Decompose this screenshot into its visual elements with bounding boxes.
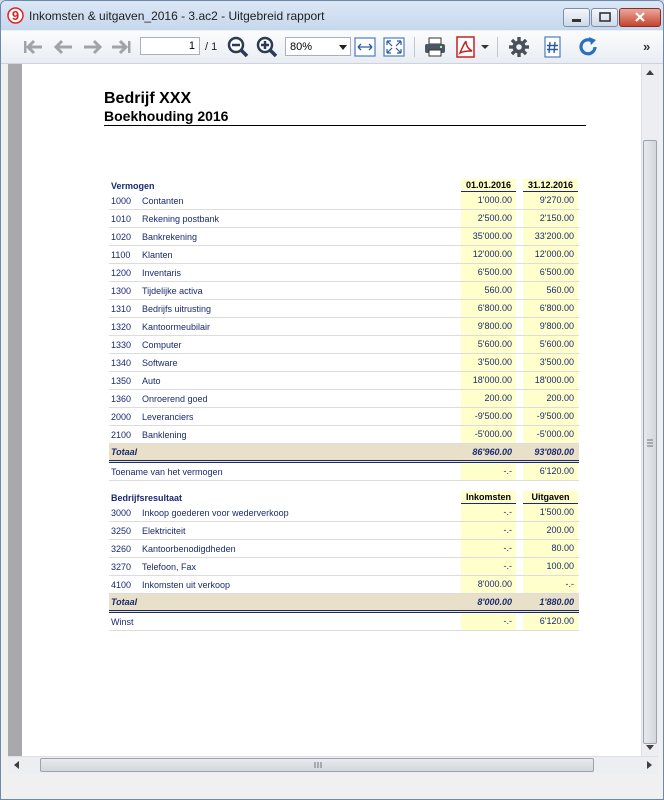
first-page-icon bbox=[22, 38, 44, 56]
zoom-out-icon bbox=[227, 36, 249, 58]
close-button[interactable] bbox=[619, 8, 661, 27]
row-description: Leveranciers bbox=[142, 412, 194, 422]
row-code: 1320 bbox=[111, 322, 132, 332]
table-row bbox=[109, 300, 579, 318]
scroll-right-icon[interactable] bbox=[647, 761, 652, 769]
export-dropdown-button[interactable] bbox=[479, 35, 491, 59]
section-title: Vermogen bbox=[111, 181, 155, 191]
table-row bbox=[109, 576, 579, 594]
row-description: Computer bbox=[142, 340, 182, 350]
row-value: -.- bbox=[461, 613, 516, 630]
horizontal-scrollbar[interactable] bbox=[8, 756, 658, 774]
row-value: 12'000.00 bbox=[461, 246, 516, 263]
row-value: -.- bbox=[461, 504, 516, 521]
row-value: 33'200.00 bbox=[523, 228, 578, 245]
chevron-down-icon bbox=[339, 45, 347, 50]
row-value: -9'500.00 bbox=[461, 408, 516, 425]
zoom-in-button[interactable] bbox=[255, 35, 279, 59]
table-row bbox=[109, 318, 579, 336]
close-icon bbox=[620, 9, 660, 26]
page-number-input[interactable] bbox=[140, 37, 200, 55]
table-row bbox=[109, 228, 579, 246]
table-body bbox=[109, 192, 579, 444]
total-value: 8'000.00 bbox=[477, 597, 512, 607]
table-row bbox=[109, 246, 579, 264]
maximize-icon bbox=[592, 9, 617, 26]
row-description: Bankrekening bbox=[142, 232, 198, 242]
title-bar bbox=[1, 1, 663, 30]
table-row bbox=[109, 354, 579, 372]
row-value: 200.00 bbox=[461, 390, 516, 407]
row-value: 35'000.00 bbox=[461, 228, 516, 245]
table-row bbox=[109, 408, 579, 426]
next-page-button[interactable] bbox=[81, 35, 105, 59]
table-row bbox=[109, 463, 579, 481]
vermogen-table bbox=[109, 179, 579, 481]
vertical-scrollbar[interactable] bbox=[641, 64, 659, 756]
total-value: 86'960.00 bbox=[472, 447, 512, 457]
row-value: -.- bbox=[461, 522, 516, 539]
chevron-down-icon bbox=[480, 42, 490, 52]
row-value: 9'800.00 bbox=[523, 318, 578, 335]
row-description: Banklening bbox=[142, 430, 187, 440]
row-code: 1350 bbox=[111, 376, 132, 386]
printer-icon bbox=[423, 36, 447, 58]
zoom-out-button[interactable] bbox=[226, 35, 250, 59]
row-description: Auto bbox=[142, 376, 161, 386]
total-row bbox=[109, 444, 579, 463]
row-value: 5'600.00 bbox=[461, 336, 516, 353]
row-value: 6'800.00 bbox=[461, 300, 516, 317]
app-logo-icon bbox=[7, 7, 24, 24]
column-header: Inkomsten bbox=[461, 491, 516, 505]
pdf-icon bbox=[454, 36, 478, 58]
row-code: 2100 bbox=[111, 430, 132, 440]
row-code: 2000 bbox=[111, 412, 132, 422]
row-description: Kantoormeubilair bbox=[142, 322, 211, 332]
export-pdf-button[interactable] bbox=[454, 35, 478, 59]
section-title: Bedrijfsresultaat bbox=[111, 493, 183, 503]
grip-icon bbox=[313, 759, 323, 771]
row-code: 3260 bbox=[111, 544, 132, 554]
row-value: 200.00 bbox=[523, 522, 578, 539]
row-value: 18'000.00 bbox=[461, 372, 516, 389]
table-body bbox=[109, 504, 579, 594]
row-description: Kantoorbenodigdheden bbox=[142, 544, 236, 554]
settings-button[interactable] bbox=[507, 35, 531, 59]
row-value: -5'000.00 bbox=[523, 426, 578, 443]
row-description: Software bbox=[142, 358, 178, 368]
toolbar-separator bbox=[414, 37, 415, 57]
row-value: 9'270.00 bbox=[523, 192, 578, 209]
row-value: -.- bbox=[461, 540, 516, 557]
fit-page-icon bbox=[383, 37, 405, 57]
table-row bbox=[109, 540, 579, 558]
row-description: Inkomsten uit verkoop bbox=[142, 580, 231, 590]
window-title: Inkomsten & uitgaven_2016 - 3.ac2 - Uitgebreid rapport bbox=[29, 9, 325, 23]
row-description: Onroerend goed bbox=[142, 394, 208, 404]
svg-text:9: 9 bbox=[11, 8, 20, 23]
row-description: Contanten bbox=[142, 196, 184, 206]
scroll-up-icon[interactable] bbox=[646, 70, 654, 75]
fit-width-button[interactable] bbox=[353, 35, 377, 59]
table-row bbox=[109, 372, 579, 390]
page-total-label: / 1 bbox=[205, 41, 218, 53]
table-row bbox=[109, 390, 579, 408]
row-value: 1'500.00 bbox=[523, 504, 578, 521]
document-viewport bbox=[8, 64, 641, 756]
total-label: Totaal bbox=[111, 597, 138, 607]
row-value: 560.00 bbox=[523, 282, 578, 299]
maximize-button[interactable] bbox=[591, 8, 618, 27]
title-divider bbox=[104, 125, 586, 126]
scroll-down-icon[interactable] bbox=[646, 745, 654, 750]
status-bar bbox=[1, 774, 663, 800]
row-code: 1360 bbox=[111, 394, 132, 404]
table-row bbox=[109, 522, 579, 540]
row-description: Toename van het vermogen bbox=[111, 467, 223, 477]
table-row bbox=[109, 282, 579, 300]
row-value: -.- bbox=[461, 463, 516, 480]
toolbar-overflow-button[interactable]: » bbox=[643, 39, 651, 54]
row-value: 12'000.00 bbox=[523, 246, 578, 263]
column-header: Uitgaven bbox=[523, 491, 578, 505]
row-code: 1330 bbox=[111, 340, 132, 350]
row-description: Inventaris bbox=[142, 268, 182, 278]
row-value: 200.00 bbox=[523, 390, 578, 407]
row-value: -.- bbox=[461, 558, 516, 575]
arrow-right-icon bbox=[82, 38, 104, 56]
gear-icon bbox=[508, 36, 530, 58]
row-description: Telefoon, Fax bbox=[142, 562, 197, 572]
grip-icon bbox=[644, 438, 656, 448]
row-code: 1340 bbox=[111, 358, 132, 368]
arrow-left-icon bbox=[52, 38, 74, 56]
row-description: Inkoop goederen voor wederverkoop bbox=[142, 508, 289, 518]
row-value: 1'000.00 bbox=[461, 192, 516, 209]
row-code: 1300 bbox=[111, 286, 132, 296]
row-code: 1200 bbox=[111, 268, 132, 278]
report-subtitle: Boekhouding 2016 bbox=[104, 108, 229, 124]
table-row bbox=[109, 210, 579, 228]
row-value: 3'500.00 bbox=[461, 354, 516, 371]
vertical-scroll-thumb[interactable] bbox=[643, 140, 657, 744]
row-value: 3'500.00 bbox=[523, 354, 578, 371]
row-value: 18'000.00 bbox=[523, 372, 578, 389]
fit-width-icon bbox=[354, 37, 376, 57]
row-code: 4100 bbox=[111, 580, 132, 590]
row-code: 1020 bbox=[111, 232, 132, 242]
row-value: 6'800.00 bbox=[523, 300, 578, 317]
table-row bbox=[109, 426, 579, 444]
total-value: 1'880.00 bbox=[539, 597, 574, 607]
row-code: 1010 bbox=[111, 214, 132, 224]
table-header bbox=[109, 179, 579, 192]
last-page-button[interactable] bbox=[109, 35, 133, 59]
row-description: Bedrijfs uitrusting bbox=[142, 304, 212, 314]
last-page-icon bbox=[110, 38, 132, 56]
table-row bbox=[109, 192, 579, 210]
total-value: 93'080.00 bbox=[534, 447, 574, 457]
row-value: 6'500.00 bbox=[523, 264, 578, 281]
row-code: 1310 bbox=[111, 304, 132, 314]
row-value: 560.00 bbox=[461, 282, 516, 299]
row-value: -.- bbox=[523, 576, 578, 593]
row-description: Winst bbox=[111, 617, 134, 627]
zoom-select[interactable] bbox=[285, 37, 351, 56]
previous-page-button[interactable] bbox=[51, 35, 75, 59]
row-value: -5'000.00 bbox=[461, 426, 516, 443]
numbering-button[interactable] bbox=[541, 35, 565, 59]
scroll-left-icon[interactable] bbox=[14, 761, 19, 769]
row-value: 6'120.00 bbox=[523, 463, 578, 480]
row-value: 2'500.00 bbox=[461, 210, 516, 227]
row-description: Klanten bbox=[142, 250, 173, 260]
row-value: 5'600.00 bbox=[523, 336, 578, 353]
table-row bbox=[109, 613, 579, 631]
table-row bbox=[109, 336, 579, 354]
table-header bbox=[109, 491, 579, 504]
row-description: Tijdelijke activa bbox=[142, 286, 203, 296]
zoom-value: 80% bbox=[290, 41, 313, 53]
toolbar-separator bbox=[497, 37, 498, 57]
refresh-button[interactable] bbox=[576, 35, 600, 59]
minimize-button[interactable] bbox=[563, 8, 590, 27]
total-label: Totaal bbox=[111, 447, 138, 457]
bedrijfsresultaat-table bbox=[109, 491, 579, 631]
first-page-button[interactable] bbox=[21, 35, 45, 59]
row-code: 3250 bbox=[111, 526, 132, 536]
total-row bbox=[109, 594, 579, 613]
row-code: 3270 bbox=[111, 562, 132, 572]
row-description: Elektriciteit bbox=[142, 526, 186, 536]
row-code: 3000 bbox=[111, 508, 132, 518]
row-code: 1100 bbox=[111, 250, 131, 260]
horizontal-scroll-thumb[interactable] bbox=[40, 758, 594, 772]
row-value: 100.00 bbox=[523, 558, 578, 575]
minimize-icon bbox=[564, 9, 589, 26]
company-name: Bedrijf XXX bbox=[104, 90, 192, 107]
print-button[interactable] bbox=[423, 35, 447, 59]
column-header: 01.01.2016 bbox=[461, 179, 516, 193]
row-value: 6'120.00 bbox=[523, 613, 578, 630]
row-value: -9'500.00 bbox=[523, 408, 578, 425]
zoom-in-icon bbox=[256, 36, 278, 58]
table-row bbox=[109, 504, 579, 522]
row-code: 1000 bbox=[111, 196, 132, 206]
row-value: 80.00 bbox=[523, 540, 578, 557]
row-value: 6'500.00 bbox=[461, 264, 516, 281]
row-value: 9'800.00 bbox=[461, 318, 516, 335]
row-value: 2'150.00 bbox=[523, 210, 578, 227]
row-description: Rekening postbank bbox=[142, 214, 220, 224]
hash-document-icon bbox=[543, 36, 563, 58]
refresh-icon bbox=[576, 35, 600, 59]
table-row bbox=[109, 558, 579, 576]
row-value: 8'000.00 bbox=[461, 576, 516, 593]
table-row bbox=[109, 264, 579, 282]
column-header: 31.12.2016 bbox=[523, 179, 578, 193]
report-page bbox=[22, 64, 641, 756]
fit-page-button[interactable] bbox=[382, 35, 406, 59]
